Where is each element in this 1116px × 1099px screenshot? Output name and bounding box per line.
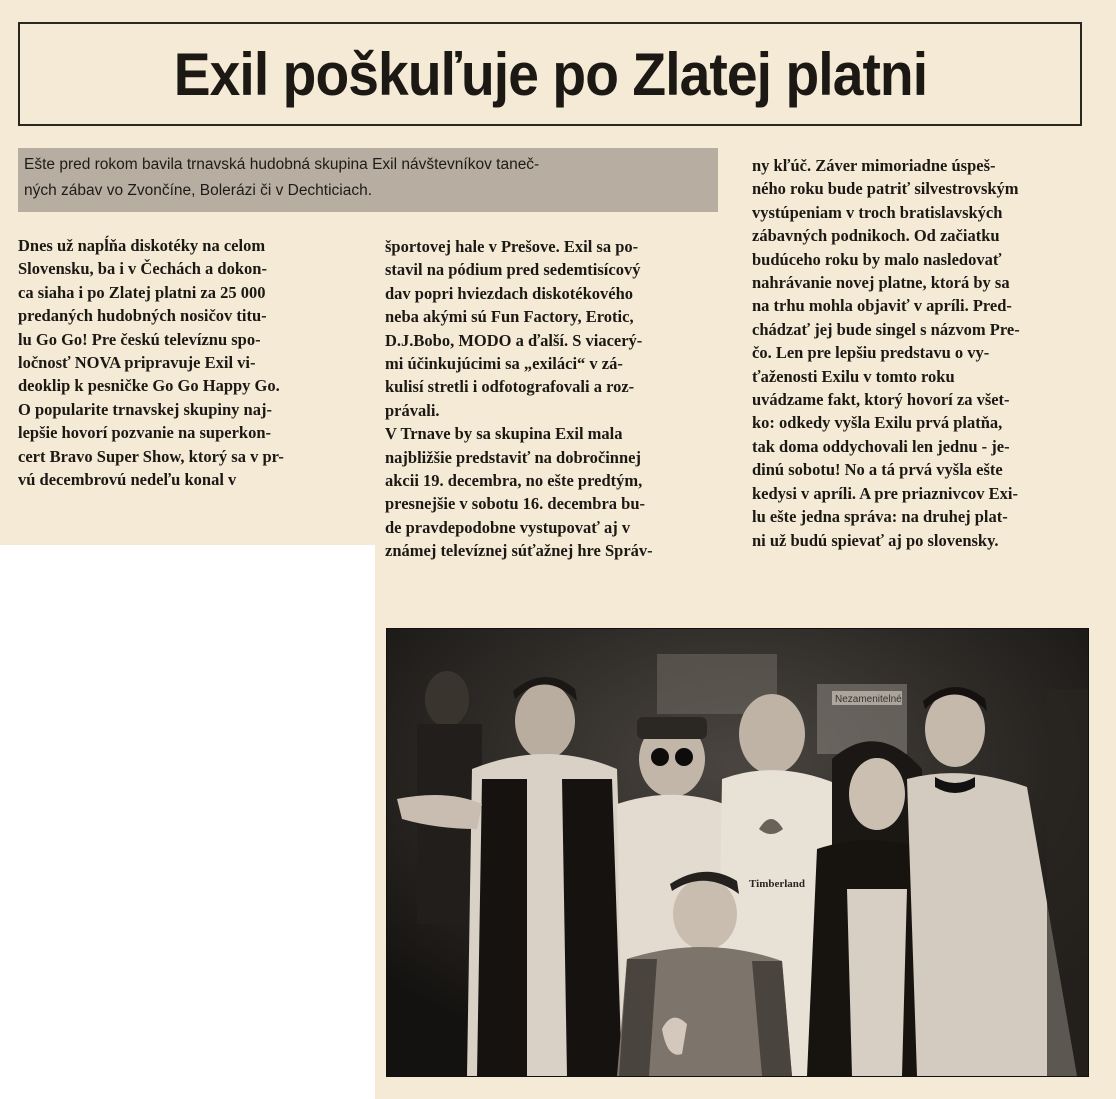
text-line: akcii 19. decembra, no ešte predtým, [385, 471, 643, 491]
headline-box [18, 22, 1082, 126]
text-line: ny kľúč. Záver mimoriadne úspeš- [752, 156, 996, 175]
band-photo-illustration [387, 629, 1088, 1076]
text-line: chádzať jej bude singel s názvom Pre- [752, 319, 1020, 339]
text-line: známej televíznej súťažnej hre Správ- [385, 541, 653, 561]
text-line: ko: odkedy vyšla Exilu prvá platňa, [752, 413, 1003, 433]
text-line: ca siaha i po Zlatej platni za 25 000 [18, 282, 266, 302]
blank-area [0, 545, 375, 1099]
text-line: na trhu mohla objaviť v apríli. Pred- [752, 296, 1012, 316]
text-line: tak doma oddychovali len jednu - je- [752, 436, 1010, 456]
text-line: stavil na pódium pred sedemtisícový [385, 260, 641, 280]
text-line: uvádzame fakt, ktorý hovorí za všet- [752, 390, 1010, 410]
text-line: ločnosť NOVA pripravuje Exil vi- [18, 353, 256, 373]
text-line: neba akými sú Fun Factory, Erotic, [385, 307, 634, 327]
text-line: presnejšie v sobotu 16. decembra bu- [385, 494, 646, 514]
text-line: deoklip k pesničke Go Go Happy Go. [18, 376, 280, 396]
text-column-1 [18, 234, 363, 491]
lead-paragraph [24, 152, 714, 204]
text-line: mi účinkujúcimi sa „exiláci“ v zá- [385, 354, 623, 374]
text-line: budúceho roku by malo nasledovať [752, 249, 1002, 269]
lead-line: ných zábav vo Zvončíne, Bolerázi či v Dechticiach. [24, 182, 373, 199]
text-line: športovej hale v Prešove. Exil sa po- [385, 237, 639, 256]
text-line: ného roku bude patriť silvestrovským [752, 179, 1019, 199]
sign-text: Nezamenitelné [835, 694, 902, 705]
text-line: kedysi v apríli. A pre priaznivcov Exi- [752, 483, 1019, 503]
text-line: lu Go Go! Pre českú televíznu spo- [18, 329, 261, 349]
text-line: dav popri hviezdach diskotékového [385, 283, 633, 303]
text-line: dinú sobotu! No a tá prvá vyšla ešte [752, 460, 1003, 480]
text-line: lu ešte jedna správa: na druhej plat- [752, 507, 1008, 527]
text-line: zábavných podnikoch. Od začiatku [752, 226, 1000, 246]
headline: Exil poškuľuje po Zlatej platni [173, 40, 927, 108]
text-line: lepšie hovorí pozvanie na superkon- [18, 423, 272, 443]
text-line: cert Bravo Super Show, ktorý sa v pr- [18, 446, 284, 466]
text-line: V Trnave by sa skupina Exil mala [385, 424, 623, 444]
text-line: vú decembrovú nedeľu konal v [18, 470, 237, 490]
text-line: ni už budú spievať aj po slovensky. [752, 530, 999, 550]
text-line: de pravdepodobne vystupovať aj v [385, 517, 631, 537]
text-line: predaných hudobných nosičov titu- [18, 306, 267, 326]
text-line: D.J.Bobo, MODO a ďalší. S viacerý- [385, 330, 643, 350]
text-line: Slovensku, ba i v Čechách a dokon- [18, 259, 267, 279]
text-line: Dnes už napĺňa diskotéky na celom [18, 236, 266, 255]
lead-line: Ešte pred rokom bavila trnavská hudobná skupina Exil návštevníkov taneč- [24, 156, 540, 173]
text-line: najbližšie predstaviť na dobročinnej [385, 447, 641, 467]
text-line: ťaženosti Exilu v tomto roku [752, 366, 955, 386]
text-column-2 [385, 235, 730, 563]
text-line: právali. [385, 400, 440, 420]
text-line: nahrávanie novej platne, ktorá by sa [752, 273, 1010, 293]
text-line: čo. Len pre lepšiu predstavu o vy- [752, 343, 990, 363]
shirt-text: Timberland [749, 878, 806, 890]
text-line: kulisí stretli i odfotografovali a roz- [385, 377, 635, 397]
text-line: O popularite trnavskej skupiny naj- [18, 399, 272, 419]
text-column-3 [752, 154, 1097, 552]
text-line: vystúpeniam v troch bratislavských [752, 202, 1003, 222]
band-photo [386, 628, 1089, 1077]
